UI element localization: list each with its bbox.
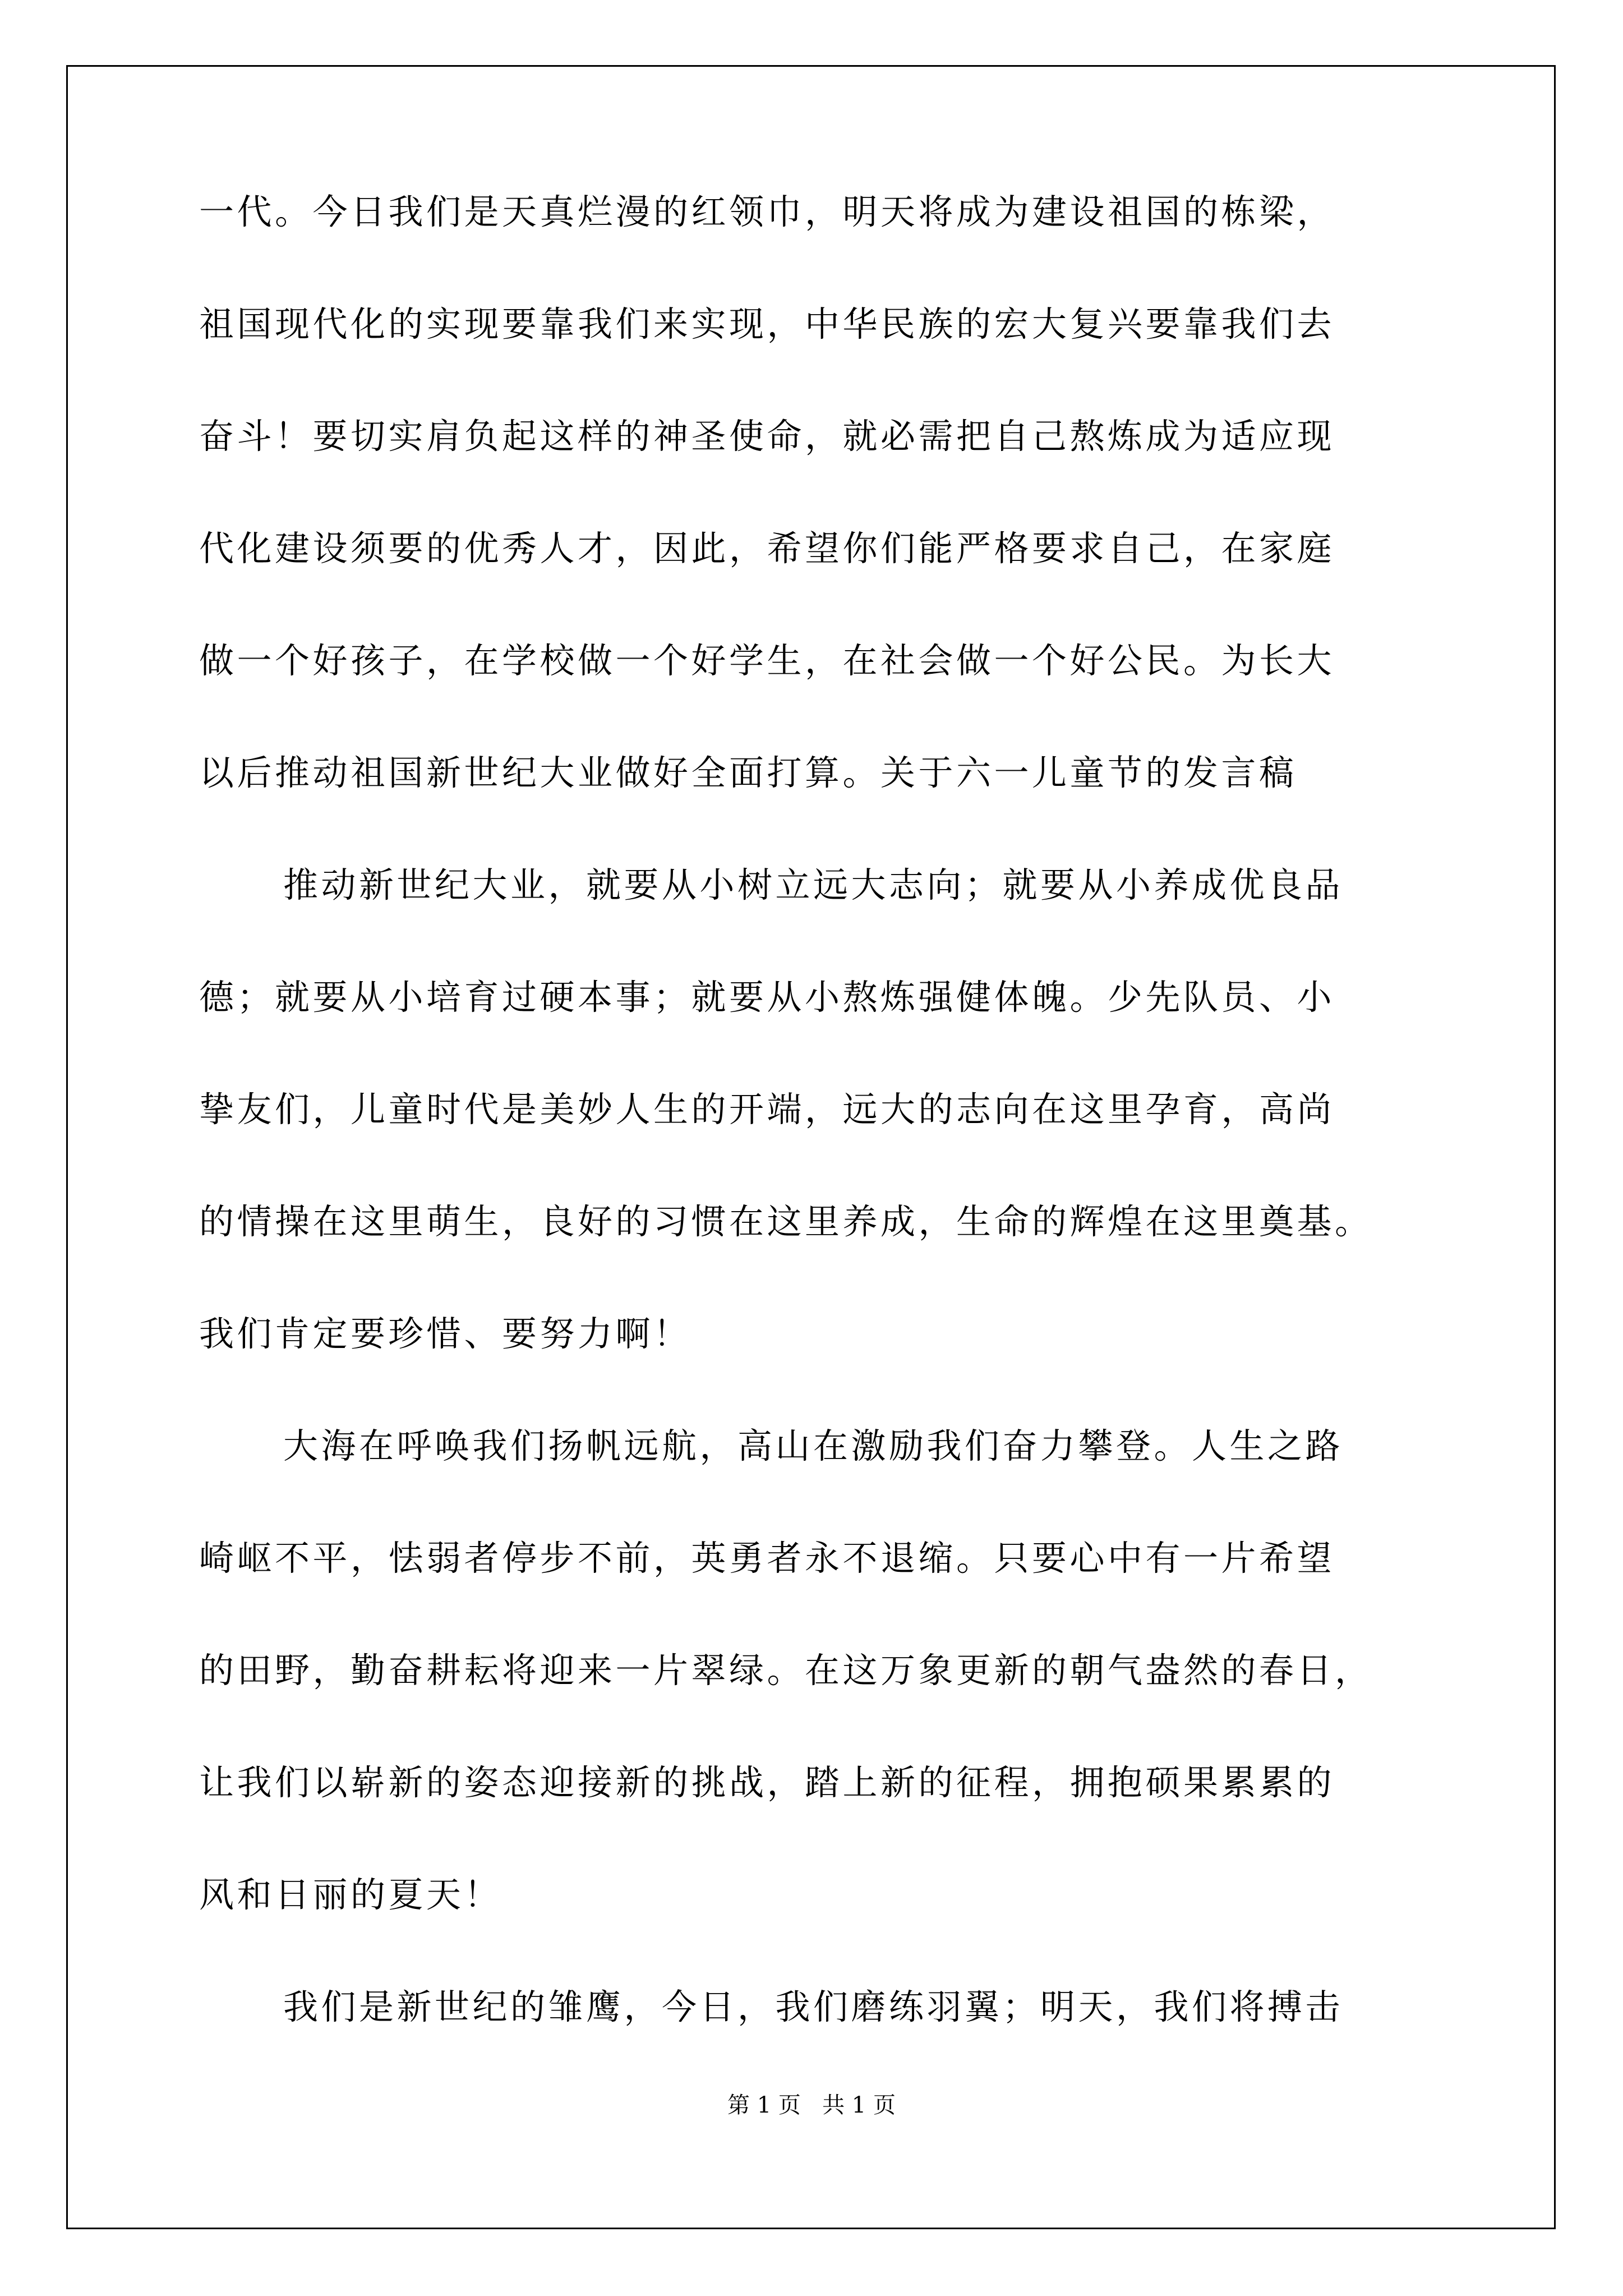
text-line: 奋斗！要切实肩负起这样的神圣使命，就必需把自己熬炼成为适应现 bbox=[199, 416, 1335, 457]
paragraph-first-line: 推动新世纪大业，就要从小树立远大志向；就要从小养成优良品 bbox=[283, 864, 1344, 905]
text-line: 让我们以崭新的姿态迎接新的挑战，踏上新的征程，拥抱硕果累累的 bbox=[199, 1762, 1335, 1803]
paragraph-first-line: 大海在呼唤我们扬帆远航，高山在激励我们奋力攀登。人生之路 bbox=[283, 1425, 1344, 1466]
text-line: 祖国现代化的实现要靠我们来实现，中华民族的宏大复兴要靠我们去 bbox=[199, 303, 1335, 344]
text-line: 的情操在这里萌生，良好的习惯在这里养成，生命的辉煌在这里奠基。 bbox=[199, 1201, 1373, 1242]
paragraph-first-line: 我们是新世纪的雏鹰，今日，我们磨练羽翼；明天，我们将搏击 bbox=[283, 1986, 1344, 2027]
text-line: 一代。今日我们是天真烂漫的红领巾，明天将成为建设祖国的栋梁， bbox=[199, 191, 1335, 232]
text-line: 崎岖不平，怯弱者停步不前，英勇者永不退缩。只要心中有一片希望 bbox=[199, 1538, 1335, 1579]
text-line: 挚友们，儿童时代是美妙人生的开端，远大的志向在这里孕育，高尚 bbox=[199, 1089, 1335, 1130]
text-line: 做一个好孩子，在学校做一个好学生，在社会做一个好公民。为长大 bbox=[199, 640, 1335, 681]
text-line: 风和日丽的夏天！ bbox=[199, 1874, 502, 1915]
text-line: 我们肯定要珍惜、要努力啊！ bbox=[199, 1313, 691, 1354]
document-body bbox=[199, 191, 1433, 2098]
text-line: 代化建设须要的优秀人才，因此，希望你们能严格要求自己，在家庭 bbox=[199, 528, 1335, 569]
text-line: 德；就要从小培育过硬本事；就要从小熬炼强健体魄。少先队员、小 bbox=[199, 977, 1335, 1018]
text-line: 以后推动祖国新世纪大业做好全面打算。关于六一儿童节的发言稿 bbox=[199, 752, 1297, 793]
page-footer: 第 1 页 共 1 页 bbox=[727, 2092, 896, 2118]
text-line: 的田野，勤奋耕耘将迎来一片翠绿。在这万象更新的朝气盎然的春日， bbox=[199, 1650, 1373, 1691]
